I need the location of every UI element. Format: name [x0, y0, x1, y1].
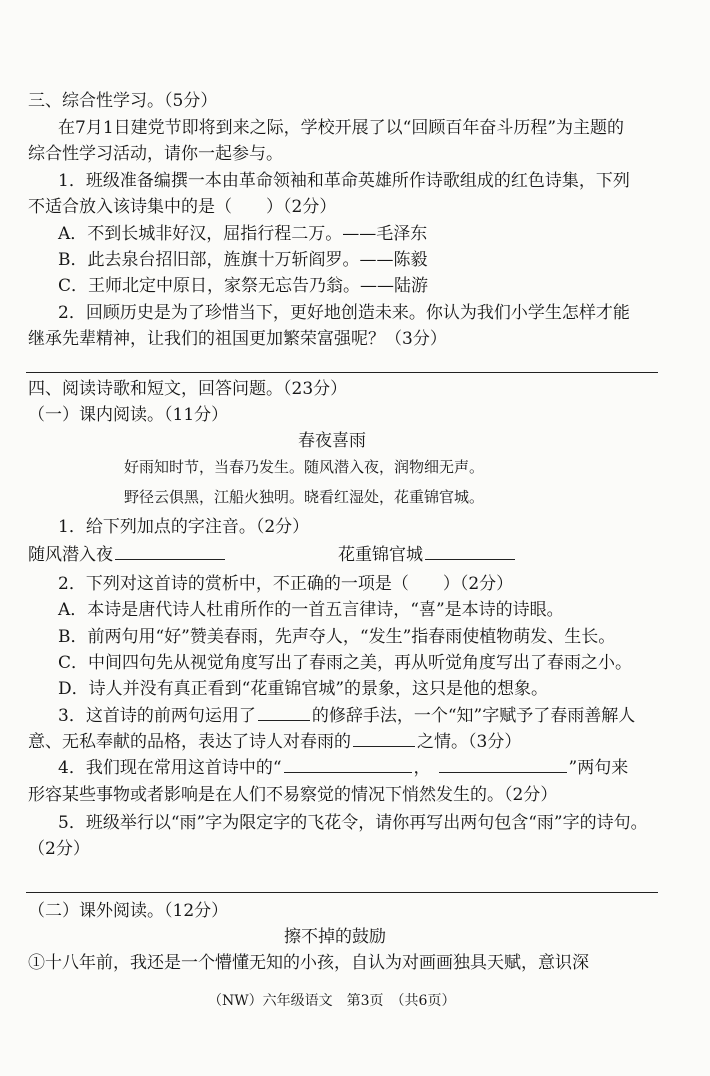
section4-q3-line1: [58, 705, 635, 727]
answer-blank[interactable]: [115, 544, 225, 560]
q1-right-item: [338, 544, 517, 566]
section4-q2-option-c: C．中间四句先从视觉角度写出了春雨之美，再从听觉角度写出了春雨之小。: [58, 653, 633, 673]
page-footer: （NW）六年级语文 第3页 （共6页）: [208, 993, 456, 1009]
q4-text-a: 4．我们现在常用这首诗中的“: [58, 758, 282, 778]
poem-title: 春夜喜雨: [298, 431, 366, 451]
essay-paragraph1-line1: ①十八年前，我还是一个懵懂无知的小孩，自认为对画画独具天赋，意识深: [28, 953, 589, 973]
q3-text-d: 之情。（3分）: [417, 732, 522, 752]
section4-heading: 四、阅读诗歌和短文，回答问题。（23分）: [28, 379, 348, 399]
q1-right-phrase: 花重锦官城: [338, 545, 423, 565]
part2-heading: （二）课外阅读。（12分）: [28, 901, 229, 921]
section4-q2-option-a: A．本诗是唐代诗人杜甫所作的一首五言律诗，“喜”是本诗的诗眼。: [58, 600, 564, 620]
q3-text-c: 意、无私奉献的品格，表达了诗人对春雨的: [28, 732, 351, 752]
section4-q2-option-b: B．前两句用“好”赞美春雨，先声夺人，“发生”指春雨使植物萌发、生长。: [58, 627, 616, 647]
section4-q4-line1: [58, 757, 628, 779]
q4-text-b: ，: [413, 758, 431, 778]
section3-q1-option-c: C．王师北定中原日，家祭无忘告乃翁。——陆游: [58, 276, 429, 296]
section4-q1: 1．给下列加点的字注音。（2分）: [58, 517, 310, 537]
section4-q5-line1: 5．班级举行以“雨”字为限定字的飞花令，请你再写出两句包含“雨”字的诗句。: [58, 813, 648, 833]
q4-text-c: ”两句来: [568, 758, 629, 778]
answer-blank[interactable]: [425, 544, 515, 560]
poem-line1: 好雨知时节，当春乃发生。随风潜入夜，润物细无声。: [124, 458, 485, 476]
q1-left-phrase: 随风潜入夜: [28, 545, 113, 565]
poem-line2: 野径云俱黑，江船火独明。晓看红湿处，花重锦官城。: [124, 488, 485, 506]
answer-blank[interactable]: [284, 757, 412, 773]
essay-title: 擦不掉的鼓励: [284, 927, 386, 947]
section4-q2: 2．下列对这首诗的赏析中，不正确的一项是（ ）（2分）: [58, 574, 514, 594]
section3-heading: 三、综合性学习。（5分）: [28, 91, 218, 111]
part1-heading: （一）课内阅读。（11分）: [28, 405, 229, 425]
section4-q3-line2: [28, 731, 521, 753]
answer-blank[interactable]: [439, 757, 567, 773]
section3-intro-line1: 在7月1日建党节即将到来之际，学校开展了以“回顾百年奋斗历程”为主题的: [58, 118, 625, 138]
section4-q2-option-d: D．诗人并没有真正看到“花重锦官城”的景象，这只是他的想象。: [58, 679, 549, 699]
section4-q5-line2: （2分）: [28, 839, 90, 859]
divider-rule: [26, 372, 658, 373]
section3-q1-line1: 1．班级准备编撰一本由革命领袖和革命英雄所作诗歌组成的红色诗集，下列: [58, 171, 630, 191]
section3-q1-option-a: A．不到长城非好汉，屈指行程二万。——毛泽东: [58, 224, 428, 244]
section3-q1-option-b: B．此去泉台招旧部，旌旗十万斩阎罗。——陈毅: [58, 250, 428, 270]
section3-intro-line2: 综合性学习活动，请你一起参与。: [28, 144, 283, 164]
q1-left-item: [28, 544, 227, 566]
section3-q2-line1: 2．回顾历史是为了珍惜当下，更好地创造未来。你认为我们小学生怎样才能: [58, 303, 630, 323]
answer-blank[interactable]: [258, 705, 310, 721]
q3-text-a: 3．这首诗的前两句运用了: [58, 706, 256, 726]
answer-blank[interactable]: [353, 731, 415, 747]
section4-q4-line2: 形容某些事物或者影响是在人们不易察觉的情况下悄然发生的。（2分）: [28, 785, 558, 805]
section3-q2-line2: 继承先辈精神，让我们的祖国更加繁荣富强呢？（3分）: [28, 329, 447, 349]
section3-q1-line2: 不适合放入该诗集中的是（ ）（2分）: [28, 197, 337, 217]
divider-rule: [26, 892, 658, 893]
q3-text-b: 的修辞手法，一个“知”字赋予了春雨善解人: [311, 706, 636, 726]
